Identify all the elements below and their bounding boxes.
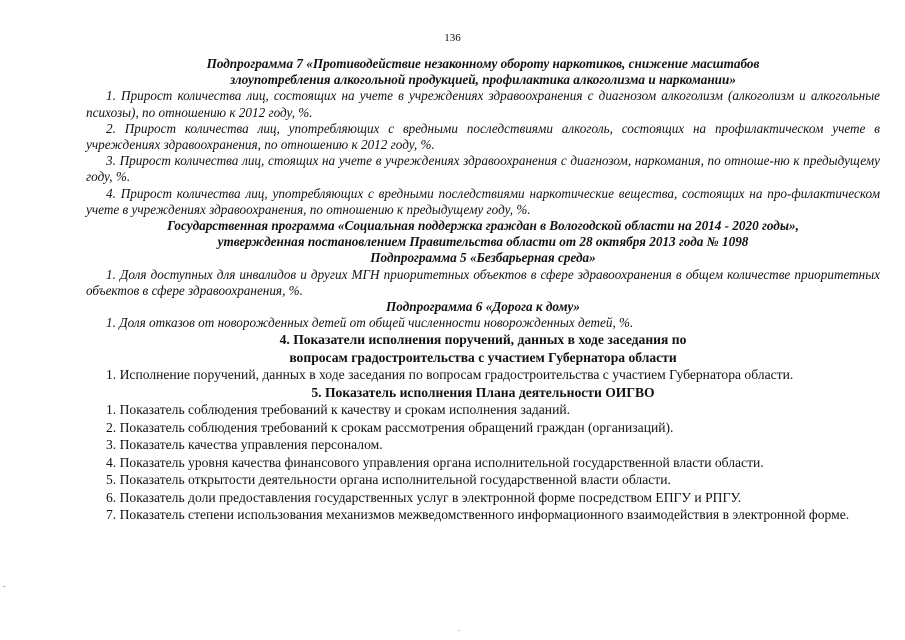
section-5-item-2: 2. Показатель соблюдения требований к срокам рассмотрения обращений граждан (организаций). [106, 419, 674, 435]
subprogram-7-title-line-1: Подпрограмма 7 «Противодействие незаконному обороту наркотиков, снижение масштабов [206, 56, 760, 71]
subprogram-5-title: Подпрограмма 5 «Безбарьерная среда» [370, 250, 596, 266]
section-5-item-6: 6. Показатель доли предоставления государственных услуг в электронной форме посредством ЕПГУ и РПГУ. [106, 489, 742, 505]
subprogram-6-title: Подпрограмма 6 «Дорога к дому» [386, 299, 580, 315]
state-program-title-line-2: утвержденная постановлением Правительства области от 28 октября 2013 года № 1098 [217, 234, 749, 250]
subprogram-5-item-1: 1. Доля доступных для инвалидов и других МГН приоритетных объектов в сфере здравоохранения в общем количестве приоритетных объектов в сфере здравоохранения, %. [86, 266, 880, 298]
subprogram-6-item-1: 1. Доля отказов от новорожденных детей от общей численности новорожденных детей, %. [106, 315, 634, 331]
section-5-title: 5. Показатель исполнения Плана деятельности ОИГВО [311, 384, 655, 400]
state-program-title-line-1: Государственная программа «Социальная поддержка граждан в Вологодской области на 2014 - 2020 годы», [167, 218, 799, 234]
subprogram-7-item-4: 4. Прирост количества лиц, употребляющих с вредными последствиями наркотические вещества, состоящих на про-филактическом учете в учреждениях здравоохранения, по отношению к предыдущему году, %. [86, 185, 880, 217]
section-4-title-line-2: вопросам градостроительства с участием Губернатора области [289, 349, 677, 365]
subprogram-7-item-3: 3. Прирост количества лиц, стоящих на учете в учреждениях здравоохранения с диагнозом, наркомания, по отноше-ню к предыдущему году, %. [86, 153, 880, 185]
section-5-item-3: 3. Показатель качества управления персоналом. [106, 437, 383, 453]
section-5-item-5: 5. Показатель открытости деятельности органа исполнительной государственной власти области. [106, 472, 671, 488]
page-content [86, 56, 880, 524]
scan-mark-left: - [3, 582, 6, 591]
subprogram-7-item-2: 2. Прирост количества лиц, употребляющих с вредными последствиями алкоголь, состоящих на профилактическом учете в учреждениях здравоохранения, по отношению к 2012 году, %. [86, 120, 880, 153]
page-number: 136 [444, 32, 461, 44]
section-5-item-1: 1. Показатель соблюдения требований к качеству и срокам исполнения заданий. [106, 402, 571, 418]
scan-mark-bottom: . [458, 624, 460, 633]
subprogram-7-item-1: 1. Прирост количества лиц, состоящих на учете в учреждениях здравоохранения с диагнозом алкоголизм (алкоголизм и алкогольные психозы), по отношению к 2012 году, %. [86, 88, 880, 120]
section-5-item-7: 7. Показатель степени использования механизмов межведомственного информационного взаимодействия в электронной форме. [106, 507, 850, 523]
subprogram-7-title-line-2: злоупотребления алкогольной продукцией, профилактика алкоголизма и наркомании» [230, 72, 736, 88]
section-4-title-line-1: 4. Показатели исполнения поручений, данных в ходе заседания по [279, 332, 687, 348]
section-5-item-4: 4. Показатель уровня качества финансового управления органа исполнительной государственной власти области. [106, 454, 764, 470]
section-4-item-1: 1. Исполнение поручений, данных в ходе заседания по вопросам градостроительства с участием Губернатора области. [106, 367, 794, 383]
